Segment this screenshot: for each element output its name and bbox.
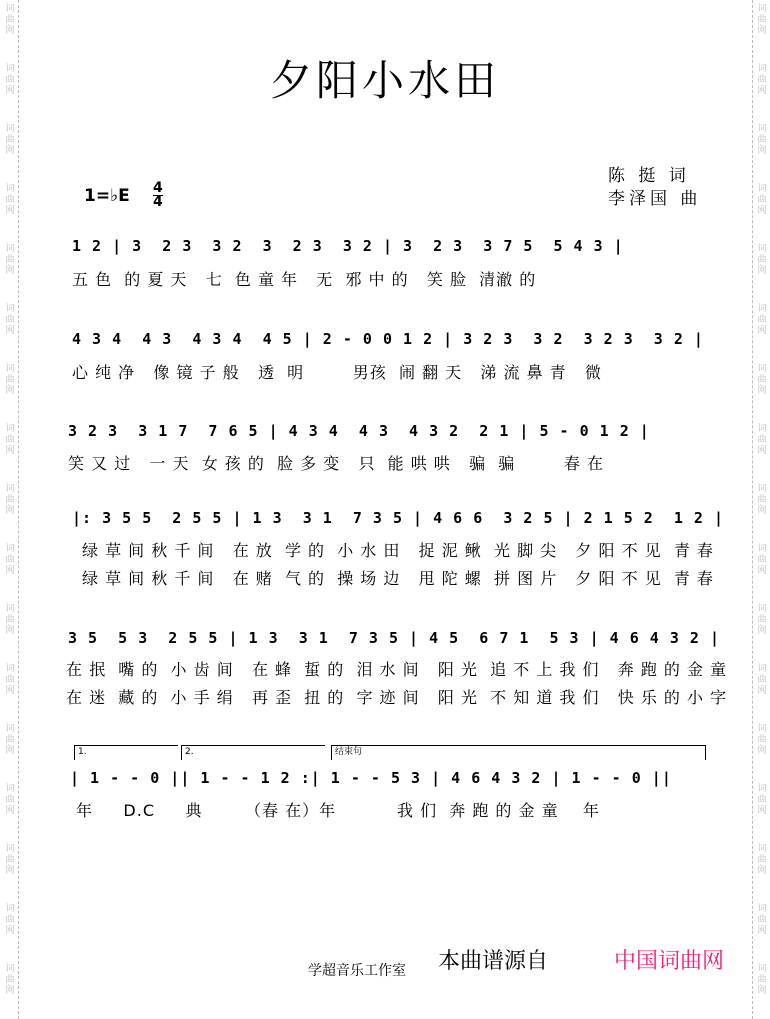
time-signature-top: 4	[153, 180, 163, 196]
watermark-text: 词 曲 网	[5, 904, 15, 936]
watermark-text: 词 曲 网	[5, 64, 15, 96]
lyric-row-3-verse-1: 笑 又 过 一 天 女 孩 的 脸 多 变 只 能 哄 哄 骗 骗 春 在	[68, 454, 605, 473]
volta-first-ending: 1.	[74, 745, 178, 760]
watermark-text: 词 曲 网	[757, 304, 767, 336]
volta-coda-ending: 结束句	[331, 745, 706, 760]
watermark-text: 词 曲 网	[757, 484, 767, 516]
notation-row-3: 3 2 3 3 1 7 7 6 5 | 4 3 4 4 3 4 3 2 2 1 | 5 - 0 1 2 |	[68, 422, 650, 440]
lyric-row-2-verse-1: 心 纯 净 像 镜 子 般 透 明 男孩 闹 翻 天 涕 流 鼻 青 微	[72, 363, 602, 382]
notation-row-4: |: 3 5 5 2 5 5 | 1 3 3 1 7 3 5 | 4 6 6 3 2 5 | 2 1 5 2 1 2 |	[72, 509, 724, 527]
key-signature: 1=♭E	[84, 186, 130, 206]
site-logo[interactable]: 中国词曲网	[614, 949, 725, 974]
watermark-text: 词 曲 网	[5, 544, 15, 576]
watermark-text: 词 曲 网	[5, 424, 15, 456]
watermark-text: 词 曲 网	[757, 64, 767, 96]
watermark-text: 词 曲 网	[757, 724, 767, 756]
watermark-text: 词 曲 网	[5, 244, 15, 276]
source-label: 本曲谱源自	[438, 949, 549, 974]
watermark-text: 词 曲 网	[5, 364, 15, 396]
watermark-text: 词 曲 网	[757, 964, 767, 996]
watermark-text: 词 曲 网	[757, 244, 767, 276]
watermark-text: 词 曲 网	[5, 484, 15, 516]
watermark-text: 词 曲 网	[5, 784, 15, 816]
watermark-text: 词 曲 网	[5, 124, 15, 156]
watermark-text: 词 曲 网	[757, 664, 767, 696]
song-title: 夕阳小水田	[269, 56, 500, 105]
watermark-text: 词 曲 网	[757, 604, 767, 636]
watermark-text: 词 曲 网	[757, 424, 767, 456]
watermark-text: 词 曲 网	[5, 964, 15, 996]
studio-credit: 学超音乐工作室	[308, 963, 406, 979]
watermark-text: 词 曲 网	[5, 724, 15, 756]
watermark-text: 词 曲 网	[757, 184, 767, 216]
lyric-row-4-verse-2: 绿 草 间 秋 千 间 在 赌 气 的 操 场 边 甩 陀 螺 拼 图 片 夕 阳 不 见 青 春	[82, 569, 714, 588]
watermark-text: 词 曲 网	[5, 604, 15, 636]
right-border	[752, 0, 753, 1019]
watermark-text: 词 曲 网	[757, 544, 767, 576]
volta-second-ending: 2.	[181, 745, 325, 760]
watermark-text: 词 曲 网	[757, 364, 767, 396]
lyric-row-5-verse-1: 在 抿 嘴 的 小 齿 间 在 蜂 蜇 的 泪 水 间 阳 光 追 不 上 我 们 奔 跑 的 金 童	[66, 660, 728, 679]
composer-credit: 李泽国 曲	[608, 189, 702, 209]
watermark-text: 词 曲 网	[757, 4, 767, 36]
time-signature	[153, 182, 163, 209]
watermark-text: 词 曲 网	[757, 844, 767, 876]
notation-row-6: | 1 - - 0 || 1 - - 1 2 :| 1 - - 5 3 | 4 6 4 3 2 | 1 - - 0 ||	[70, 769, 672, 787]
lyric-row-1-verse-1: 五 色 的 夏 天 七 色 童 年 无 邪 中 的 笑 脸 清澈 的	[72, 270, 537, 289]
watermark-text: 词 曲 网	[757, 124, 767, 156]
watermark-text: 词 曲 网	[5, 4, 15, 36]
lyric-row-5-verse-2: 在 迷 藏 的 小 手 绢 再 歪 扭 的 字 迹 间 阳 光 不 知 道 我 们 快 乐 的 小 字	[66, 688, 728, 707]
notation-row-1: 1 2 | 3 2 3 3 2 3 2 3 3 2 | 3 2 3 3 7 5 5 4 3 |	[72, 237, 624, 255]
lyric-row-6-verse-1: 年 D.C 典 （春 在）年 我 们 奔 跑 的 金 童 年	[76, 801, 600, 820]
lyricist-credit: 陈 挺 词	[608, 166, 690, 186]
watermark-text: 词 曲 网	[5, 304, 15, 336]
watermark-text: 词 曲 网	[757, 904, 767, 936]
watermark-text: 词 曲 网	[5, 844, 15, 876]
notation-row-2: 4 3 4 4 3 4 3 4 4 5 | 2 - 0 0 1 2 | 3 2 3 3 2 3 2 3 3 2 |	[72, 330, 704, 348]
watermark-text: 词 曲 网	[5, 184, 15, 216]
time-signature-bottom: 4	[153, 194, 163, 210]
lyric-row-4-verse-1: 绿 草 间 秋 千 间 在 放 学 的 小 水 田 捉 泥 鳅 光 脚 尖 夕 阳 不 见 青 春	[82, 541, 714, 560]
left-border	[18, 0, 19, 1019]
watermark-text: 词 曲 网	[757, 784, 767, 816]
notation-row-5: 3 5 5 3 2 5 5 | 1 3 3 1 7 3 5 | 4 5 6 7 1 5 3 | 4 6 4 3 2 |	[68, 629, 720, 647]
watermark-text: 词 曲 网	[5, 664, 15, 696]
